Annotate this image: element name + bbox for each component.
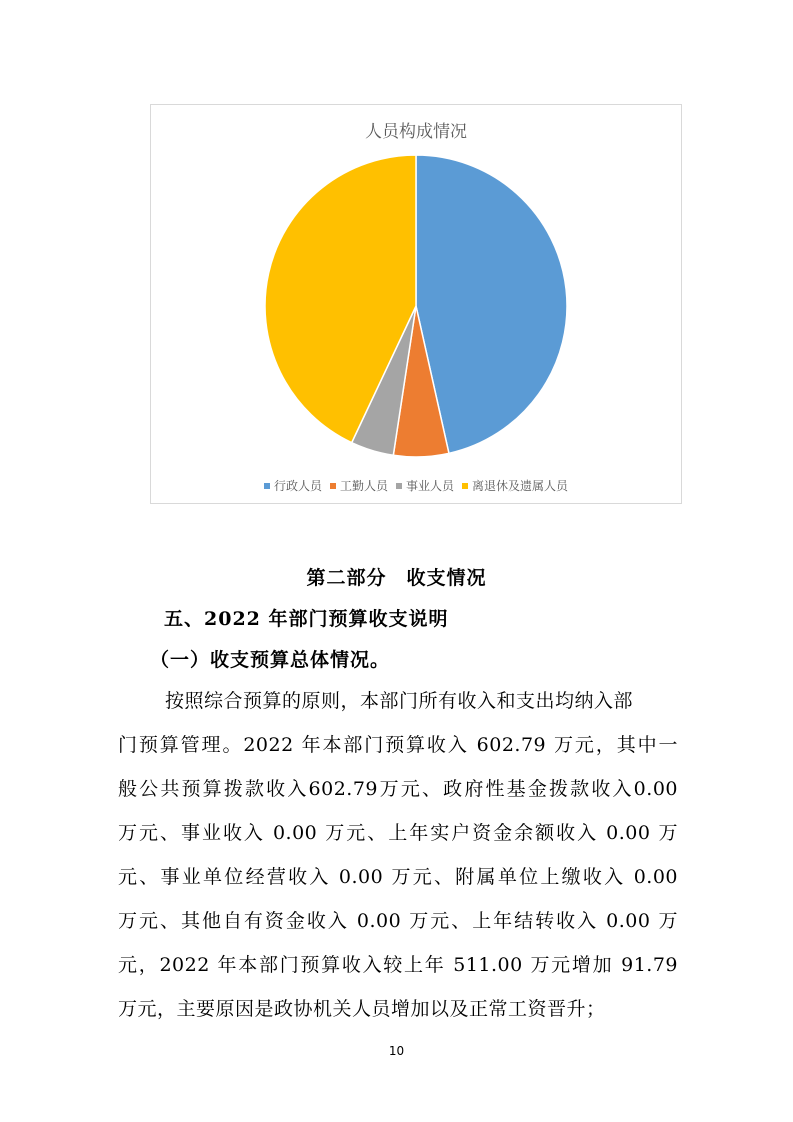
legend-swatch: [396, 483, 402, 489]
paragraph-line: 万元，主要原因是政协机关人员增加以及正常工资晋升；: [118, 998, 606, 1020]
paragraph-line: 按照综合预算的原则，本部门所有收入和支出均纳入部: [165, 690, 634, 712]
heading-budget-explanation: 五、2022 年部门预算收支说明: [164, 608, 449, 630]
legend-swatch: [462, 483, 468, 489]
chart-title: 人员构成情况: [365, 122, 467, 142]
legend-item-worker: [330, 477, 388, 494]
legend-swatch: [330, 483, 336, 489]
paragraph-line: 元，2022 年本部门预算收入较上年 511.00 万元增加 91.79: [118, 954, 678, 976]
heading-overall-budget: （一）收支预算总体情况。: [150, 649, 391, 671]
paragraph-line: 万元、其他自有资金收入 0.00 万元、上年结转收入 0.00 万: [118, 910, 678, 932]
chart-legend: [151, 477, 681, 494]
legend-label: 事业人员: [406, 479, 455, 493]
legend-swatch: [264, 483, 270, 489]
paragraph-line: 万元、事业收入 0.00 万元、上年实户资金余额收入 0.00 万: [118, 822, 678, 844]
page-number: 10: [388, 1044, 405, 1058]
pie-chart: [150, 104, 682, 504]
legend-item-admin: [264, 477, 322, 494]
paragraph-line: 门预算管理。2022 年本部门预算收入 602.79 万元，其中一: [118, 734, 678, 756]
legend-item-institution: [396, 477, 454, 494]
legend-item-retired: [462, 477, 568, 494]
paragraph-line: 元、事业单位经营收入 0.00 万元、附属单位上缴收入 0.00: [118, 866, 678, 888]
legend-label: 工勤人员: [339, 479, 388, 493]
pie-svg: [151, 105, 683, 505]
paragraph-line: 般公共预算拨款收入602.79万元、政府性基金拨款收入0.00: [118, 778, 678, 800]
legend-label: 离退休及遗属人员: [472, 479, 569, 493]
legend-label: 行政人员: [273, 479, 322, 493]
section-title: 第二部分 收支情况: [306, 567, 487, 589]
